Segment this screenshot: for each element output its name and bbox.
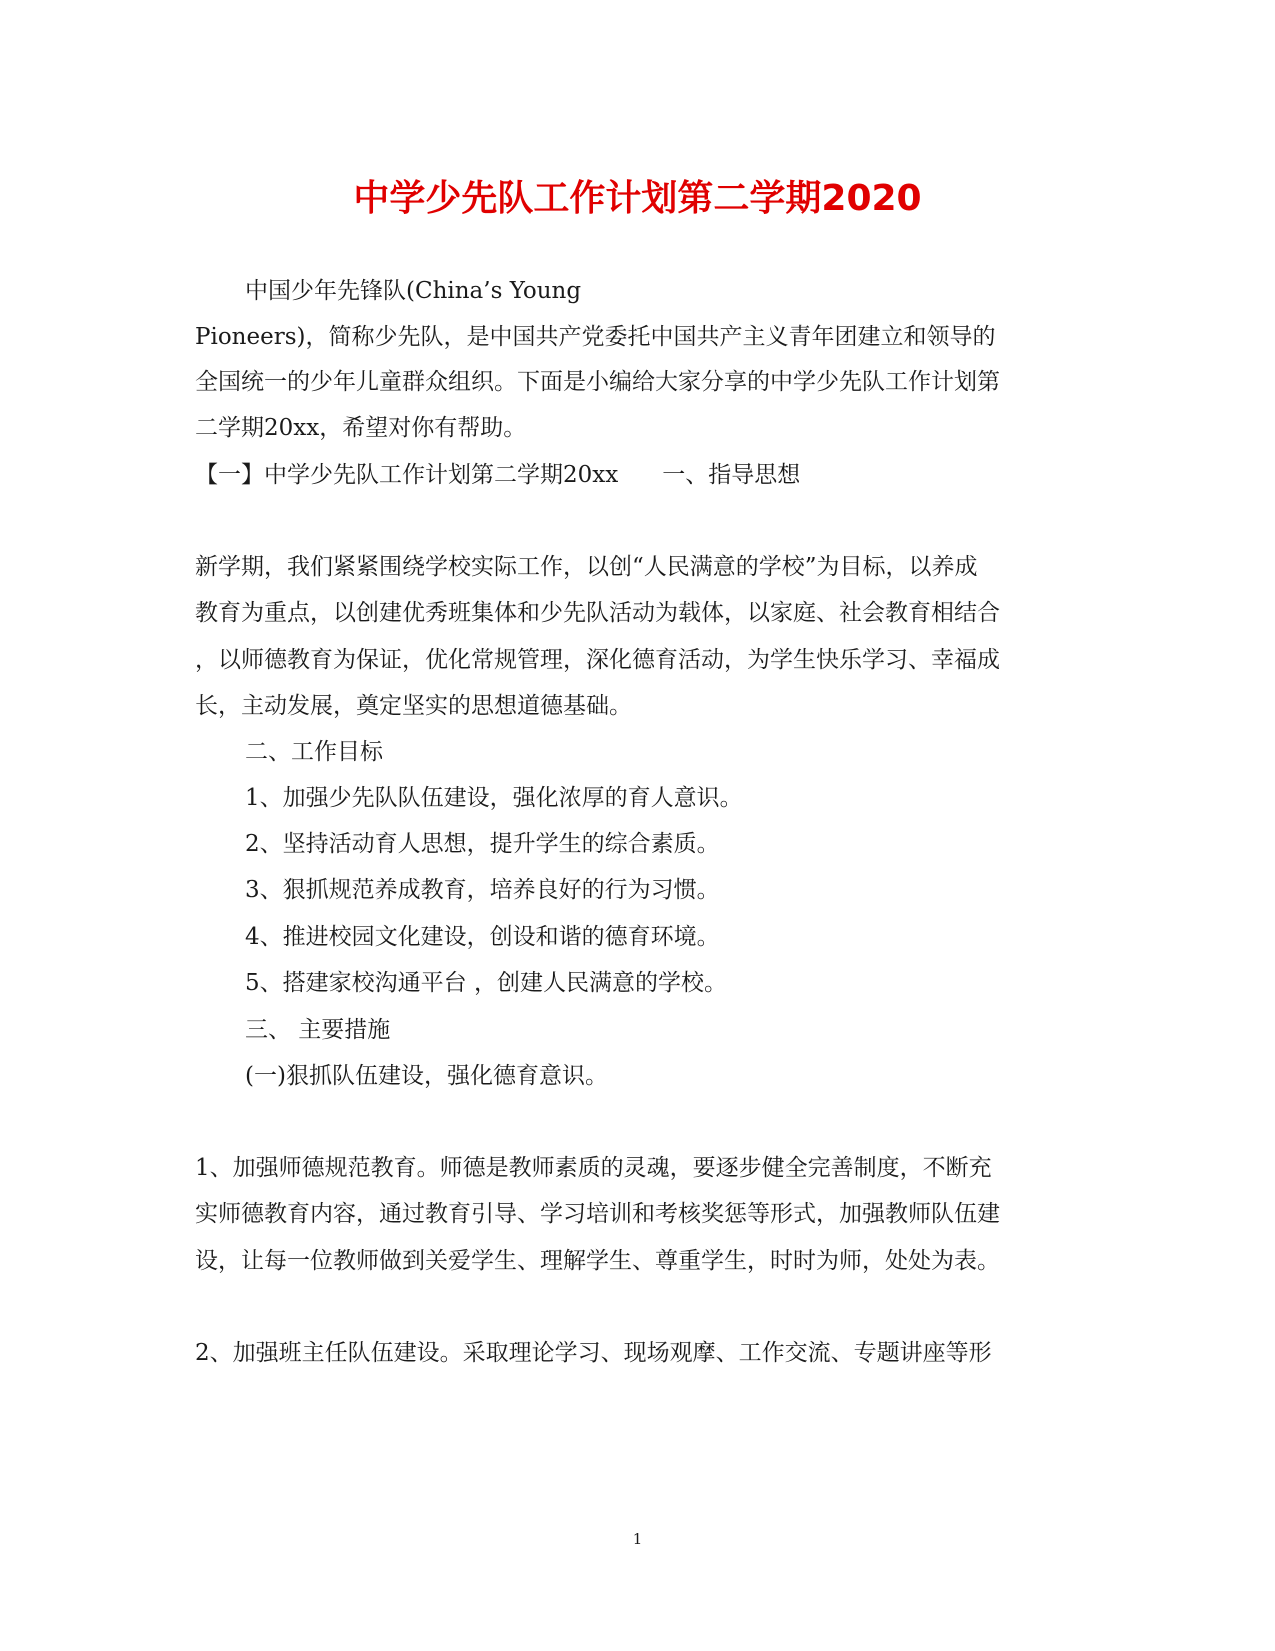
goal-item: 5、搭建家校沟通平台 ，创建人民满意的学校。	[245, 970, 727, 996]
paragraph-line: 教育为重点，以创建优秀班集体和少先队活动为载体，以家庭、社会教育相结合	[195, 600, 1000, 626]
page-number: 1	[632, 1530, 643, 1548]
goal-item: 4、推进校园文化建设，创设和谐的德育环境。	[245, 924, 720, 950]
section-heading-line	[195, 460, 800, 490]
main-measures-heading: 三、 主要措施	[245, 1017, 391, 1043]
paragraph-line: 2、加强班主任队伍建设。采取理论学习、现场观摩、工作交流、专题讲座等形	[195, 1340, 992, 1366]
work-goals-heading: 二、工作目标	[245, 739, 383, 765]
guiding-thought-heading: 一、指导思想	[662, 462, 801, 488]
document-title: 中学少先队工作计划第二学期2020	[353, 178, 922, 219]
paragraph-line: 新学期，我们紧紧围绕学校实际工作，以创“人民满意的学校”为目标，以养成	[195, 554, 978, 580]
paragraph-line: 二学期20xx，希望对你有帮助。	[195, 415, 527, 441]
paragraph-line: 实师德教育内容，通过教育引导、学习培训和考核奖惩等形式，加强教师队伍建	[195, 1201, 1000, 1227]
paragraph-line: Pioneers)，简称少先队，是中国共产党委托中国共产主义青年团建立和领导的	[195, 324, 996, 350]
paragraph-line: 全国统一的少年儿童群众组织。下面是小编给大家分享的中学少先队工作计划第	[195, 369, 1000, 395]
paragraph-line: 1、加强师德规范教育。师德是教师素质的灵魂，要逐步健全完善制度，不断充	[195, 1155, 992, 1181]
paragraph-line: 设，让每一位教师做到关爱学生、理解学生、尊重学生，时时为师，处处为表。	[195, 1248, 1000, 1274]
section-heading-one: 【一】中学少先队工作计划第二学期20xx	[195, 462, 619, 488]
goal-item: 2、坚持活动育人思想，提升学生的综合素质。	[245, 831, 720, 857]
paragraph-line: 中国少年先锋队(China’s Young	[245, 278, 582, 304]
paragraph-line: 长，主动发展，奠定坚实的思想道德基础。	[195, 693, 632, 719]
paragraph-line: ，以师德教育为保证，优化常规管理，深化德育活动，为学生快乐学习、幸福成	[195, 647, 1000, 673]
goal-item: 3、狠抓规范养成教育，培养良好的行为习惯。	[245, 877, 720, 903]
subsection-heading: (一)狠抓队伍建设，强化德育意识。	[245, 1063, 608, 1089]
goal-item: 1、加强少先队队伍建设，强化浓厚的育人意识。	[245, 785, 743, 811]
